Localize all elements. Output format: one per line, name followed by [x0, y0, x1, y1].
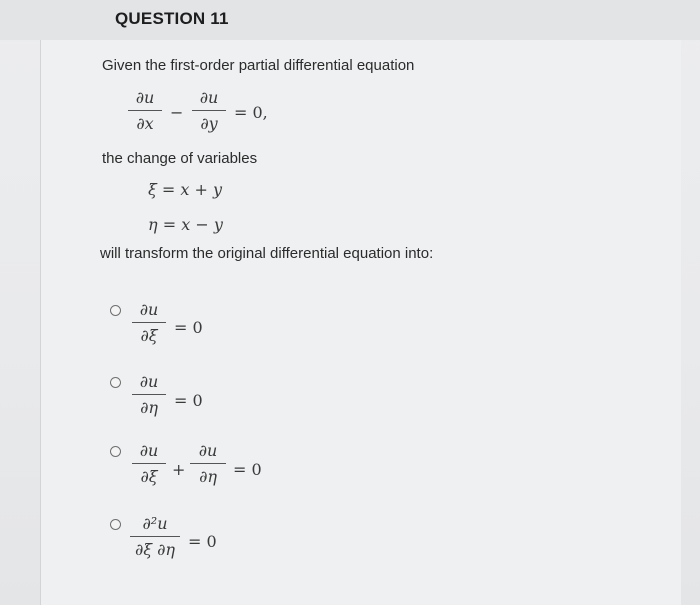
radio-button-c[interactable] [110, 446, 121, 457]
option-d-rhs: = 0 [188, 532, 217, 551]
eta-rhs-y: y [213, 215, 223, 234]
pde-term2-denominator: ∂y [200, 114, 218, 133]
pde-rhs: = 0, [234, 103, 268, 122]
option-d-denominator: ∂ξ ∂η [134, 540, 176, 559]
radio-button-b[interactable] [110, 377, 121, 388]
option-c-fraction-1 [132, 441, 166, 486]
option-c-numerator-2: ∂u [198, 441, 218, 460]
pde-term1 [128, 88, 162, 133]
option-b-rhs: = 0 [174, 391, 203, 410]
transform-text: will transform the original differential equation into: [100, 245, 434, 262]
xi-rhs-y: y [213, 180, 223, 199]
eta-lhs: η [148, 215, 158, 234]
question-header [0, 0, 700, 40]
option-d-numerator: ∂²u [142, 514, 168, 533]
pde-term1-numerator: ∂u [135, 88, 155, 107]
question-title: QUESTION 11 [115, 9, 229, 28]
option-c-fraction-2 [190, 441, 226, 486]
radio-button-d[interactable] [110, 519, 121, 530]
pde-term1-denominator: ∂x [136, 114, 154, 133]
option-a-fraction [132, 300, 166, 345]
xi-plus: + [194, 180, 208, 199]
option-a-rhs: = 0 [174, 318, 203, 337]
radio-button-a[interactable] [110, 305, 121, 316]
xi-equals: = [161, 180, 176, 199]
option-c-denominator-1: ∂ξ [140, 467, 158, 486]
xi-equation [148, 180, 222, 199]
option-d-fraction [130, 514, 180, 559]
option-a-denominator: ∂ξ [140, 326, 158, 345]
eta-rhs-x: x [181, 215, 191, 234]
option-c-rhs: = 0 [233, 460, 262, 479]
eta-equals: = [162, 215, 177, 234]
option-c-plus: + [172, 460, 186, 479]
intro-text: Given the first-order partial differential equation [102, 57, 415, 74]
option-c-numerator-1: ∂u [139, 441, 159, 460]
pde-term2 [192, 88, 226, 133]
xi-rhs-x: x [180, 180, 190, 199]
option-b-numerator: ∂u [139, 372, 159, 391]
xi-lhs: ξ [148, 180, 157, 199]
eta-equation [148, 215, 223, 234]
pde-term2-numerator: ∂u [199, 88, 219, 107]
change-label: the change of variables [102, 150, 258, 167]
option-b-fraction [132, 372, 166, 417]
eta-minus: − [195, 215, 209, 234]
pde-minus: − [170, 103, 184, 122]
option-a-numerator: ∂u [139, 300, 159, 319]
option-b-denominator: ∂η [140, 398, 158, 417]
option-c-denominator-2: ∂η [199, 467, 217, 486]
